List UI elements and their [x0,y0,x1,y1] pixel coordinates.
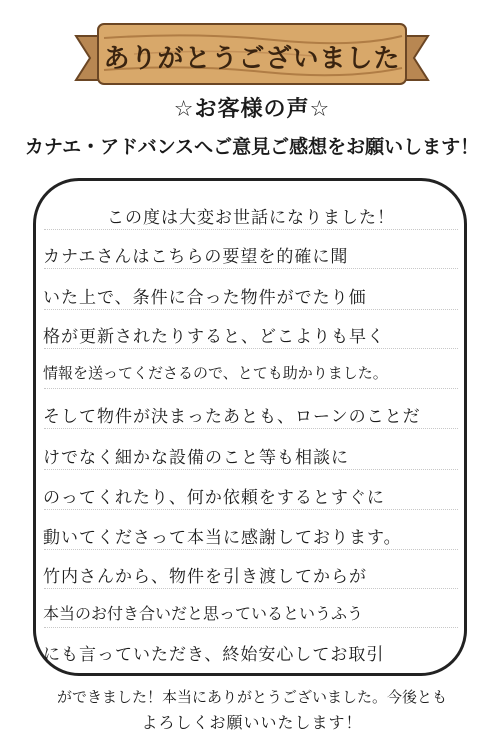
ruled-line [44,509,458,510]
ruled-line [44,469,458,470]
ruled-line [44,348,458,349]
letter-line: のってくれたり、何か依頼をするとすぐに [43,488,385,508]
letter-continuation-line: ができました！本当にありがとうございました。今後とも [56,688,447,706]
letter-line: 格が更新されたりすると、どこよりも早く [43,327,385,347]
ruled-line [44,268,458,269]
letter-line: 本当のお付き合いだと思っているというふう [43,604,364,623]
letter-line: けでなく細かな設備のこと等も相談に [43,448,349,468]
letter-line: 情報を送ってくださるので、とても助かりました。 [43,364,388,382]
letter-line: 動いてくださって本当に感謝しております。 [43,528,402,548]
letter-line: にも言っていただき、終始安心してお取引 [43,645,385,665]
feedback-request-text: カナエ・アドバンスへご意見ご感想をお願いします！ [24,136,480,158]
ruled-line [44,229,458,230]
ruled-line [44,627,458,628]
banner-title: ありがとうございました [103,44,401,74]
letter-line: いた上で、条件に合った物件がでたり価 [43,288,367,308]
ruled-line [44,388,458,389]
letter-line: この度は大変お世話になりました！ [107,208,395,228]
ruled-line [44,549,458,550]
wood-banner [74,18,430,90]
ruled-line [44,428,458,429]
letter-line: カナエさんはこちらの要望を的確に聞 [43,247,349,267]
customer-voice-heading: ☆お客様の声☆ [173,97,331,122]
letter-line: そして物件が決まったあとも、ローンのことだ [43,407,421,427]
ruled-line [44,588,458,589]
letter-continuation-line: よろしくお願いいたします！ [141,713,363,732]
letter-line: 竹内さんから、物件を引き渡してからが [43,567,367,587]
ruled-line [44,309,458,310]
